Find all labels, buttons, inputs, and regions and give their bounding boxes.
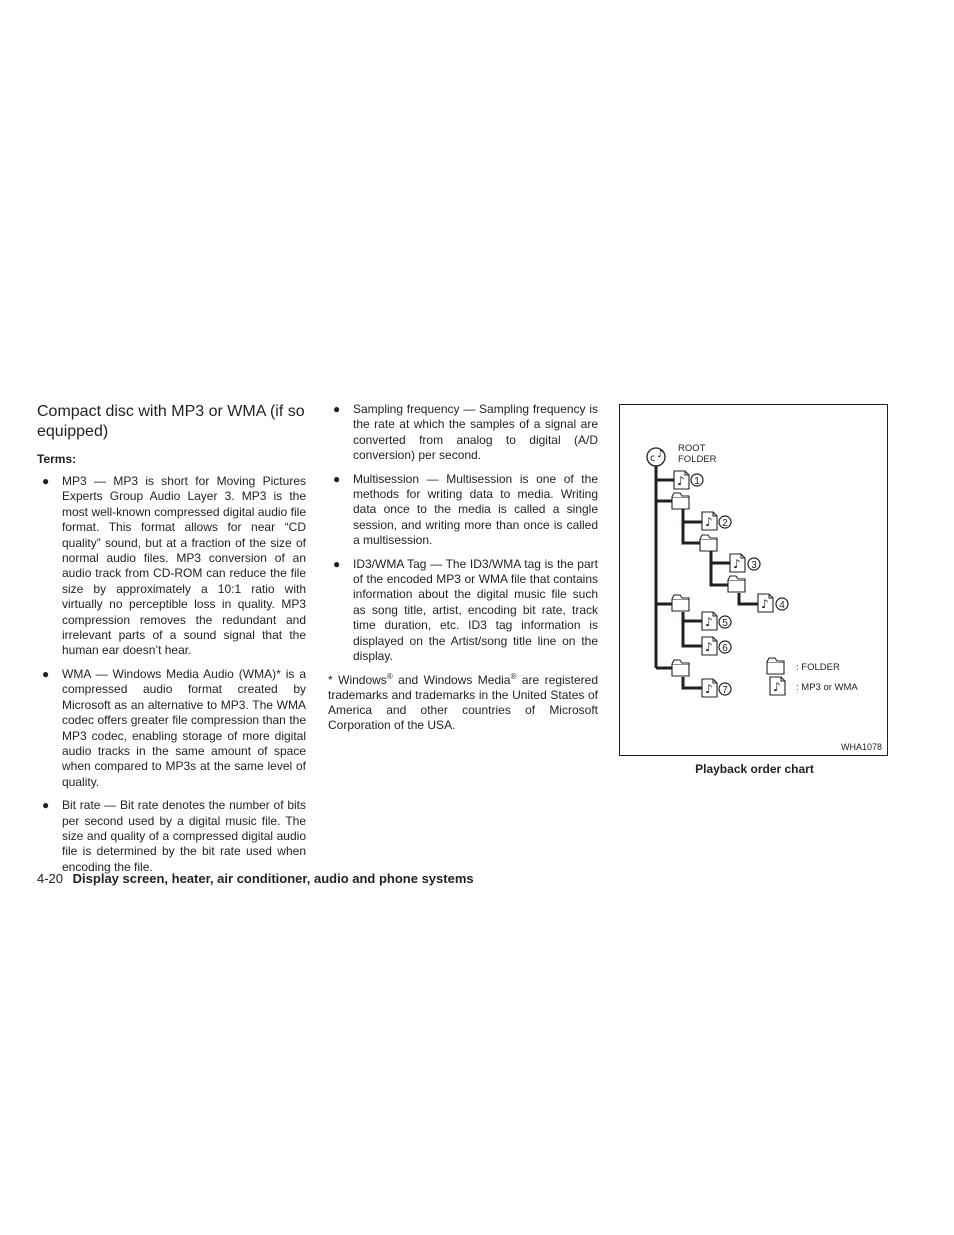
root-label-line1: ROOT [678, 443, 706, 454]
term-text: MP3 — MP3 is short for Moving Pictures Experts Group Audio Layer 3. MP3 is the most well-known compressed digital audio file format. This format allows for near “CD quality” sound, but at a fraction of the size of normal audio files. MP3 conversion of an audio track from CD-ROM can reduce the file size by approximately a 10:1 ratio with virtually no perceptible loss in quality. MP3 compression removes the redundant and irrelevant parts of a sound signal that the human ear doesn’t hear. [62, 474, 306, 658]
bullet-icon: ● [42, 798, 50, 813]
folder-icon [700, 535, 717, 551]
folder-icon [672, 493, 689, 509]
music-file-icon [702, 512, 717, 530]
page-footer [37, 871, 474, 886]
footnote-rest: are registered trademarks and trademarks in the United States of America and other countries of Microsoft Corporation of the USA. [328, 672, 599, 732]
root-label-line2: FOLDER [678, 454, 717, 465]
term-multisession [328, 472, 598, 549]
music-file-icon [730, 554, 745, 572]
figure-code: WHA1078 [840, 742, 882, 752]
folder-tree-diagram: ♪ c ♪ ROOT FOLDER 1 2 3 4 5 6 7 : FOLDER : MP3 or WMA [623, 408, 858, 696]
section-title: Compact disc with MP3 or WMA (if so equipped) [37, 403, 305, 440]
bullet-icon: ● [42, 474, 50, 488]
root-disc-icon [647, 448, 665, 466]
track-number-1: 1 [694, 476, 700, 487]
legend-file-icon [770, 677, 785, 695]
track-number-3: 3 [751, 560, 757, 571]
term-bit-rate [37, 798, 306, 875]
svg-text:♪: ♪ [657, 449, 664, 460]
folder-icon [728, 576, 745, 592]
terms-label: Terms: [37, 452, 77, 466]
registered-mark: ® [510, 671, 517, 681]
term-text: Sampling frequency — Sampling frequency is the rate at which the samples of a signal are converted from analog to digital (A/D conversion) per second. [353, 402, 598, 463]
legend-folder-icon [767, 658, 784, 674]
term-sampling-frequency [328, 402, 598, 464]
terms-list [37, 474, 306, 875]
music-file-icon [702, 679, 717, 697]
track-number-7: 7 [722, 685, 728, 696]
middle-column [328, 402, 598, 733]
term-text: WMA — Windows Media Audio (WMA)* is a compressed audio format created by Microsoft as an alternative to MP3. The WMA codec offers greater file compression than the MP3 codec, enabling storage of more digital audio tracks in the same amount of space when compared to MP3s at the same level of quality. [62, 666, 306, 789]
music-file-icon [702, 637, 717, 655]
term-mp3 [37, 474, 306, 659]
track-number-5: 5 [722, 618, 728, 629]
terms-list-continued [328, 402, 598, 665]
legend-folder-label: : FOLDER [796, 662, 840, 673]
folder-icon [672, 660, 689, 676]
left-column [37, 402, 306, 883]
figure-caption: Playback order chart [695, 762, 814, 776]
legend-file-label: : MP3 or WMA [796, 682, 858, 693]
music-file-icon [758, 594, 773, 612]
bullet-icon: ● [333, 402, 341, 416]
folder-icon [672, 595, 689, 611]
figure-column [619, 404, 890, 776]
track-number-4: 4 [779, 600, 785, 611]
chapter-title: Display screen, heater, air conditioner, audio and phone systems [72, 871, 474, 886]
registered-mark: ® [386, 671, 393, 681]
footnote-middle: and Windows Media [392, 672, 511, 687]
term-text: ID3/WMA Tag — The ID3/WMA tag is the part of the encoded MP3 or WMA file that contains information about the digital music file such as song title, artist, encoding bit rate, track time duration, etc. ID3 tag information is displayed on the Artist/song title line on the display. [353, 556, 598, 664]
track-number-2: 2 [722, 518, 728, 529]
footnote-lead: * Windows [328, 672, 387, 687]
music-file-icon [674, 471, 689, 489]
playback-order-figure [619, 404, 888, 756]
bullet-icon: ● [42, 666, 50, 681]
bullet-icon: ● [333, 556, 341, 571]
track-number-6: 6 [722, 643, 728, 654]
trademark-footnote [328, 673, 598, 733]
term-wma [37, 667, 306, 790]
page-number: 4-20 [37, 871, 64, 886]
term-text: Bit rate — Bit rate denotes the number of bits per second used by a digital music file. The size and quality of a compressed digital audio file is determined by the bit rate used when encoding the file. [62, 798, 306, 874]
svg-text:c: c [650, 453, 656, 464]
term-id3-wma-tag [328, 557, 598, 665]
term-text: Multisession — Multisession is one of the methods for writing data to media. Writing data once to the media is called a single session, and writing more than once is called a multisession. [353, 471, 598, 548]
music-file-icon [702, 612, 717, 630]
bullet-icon: ● [333, 471, 341, 486]
